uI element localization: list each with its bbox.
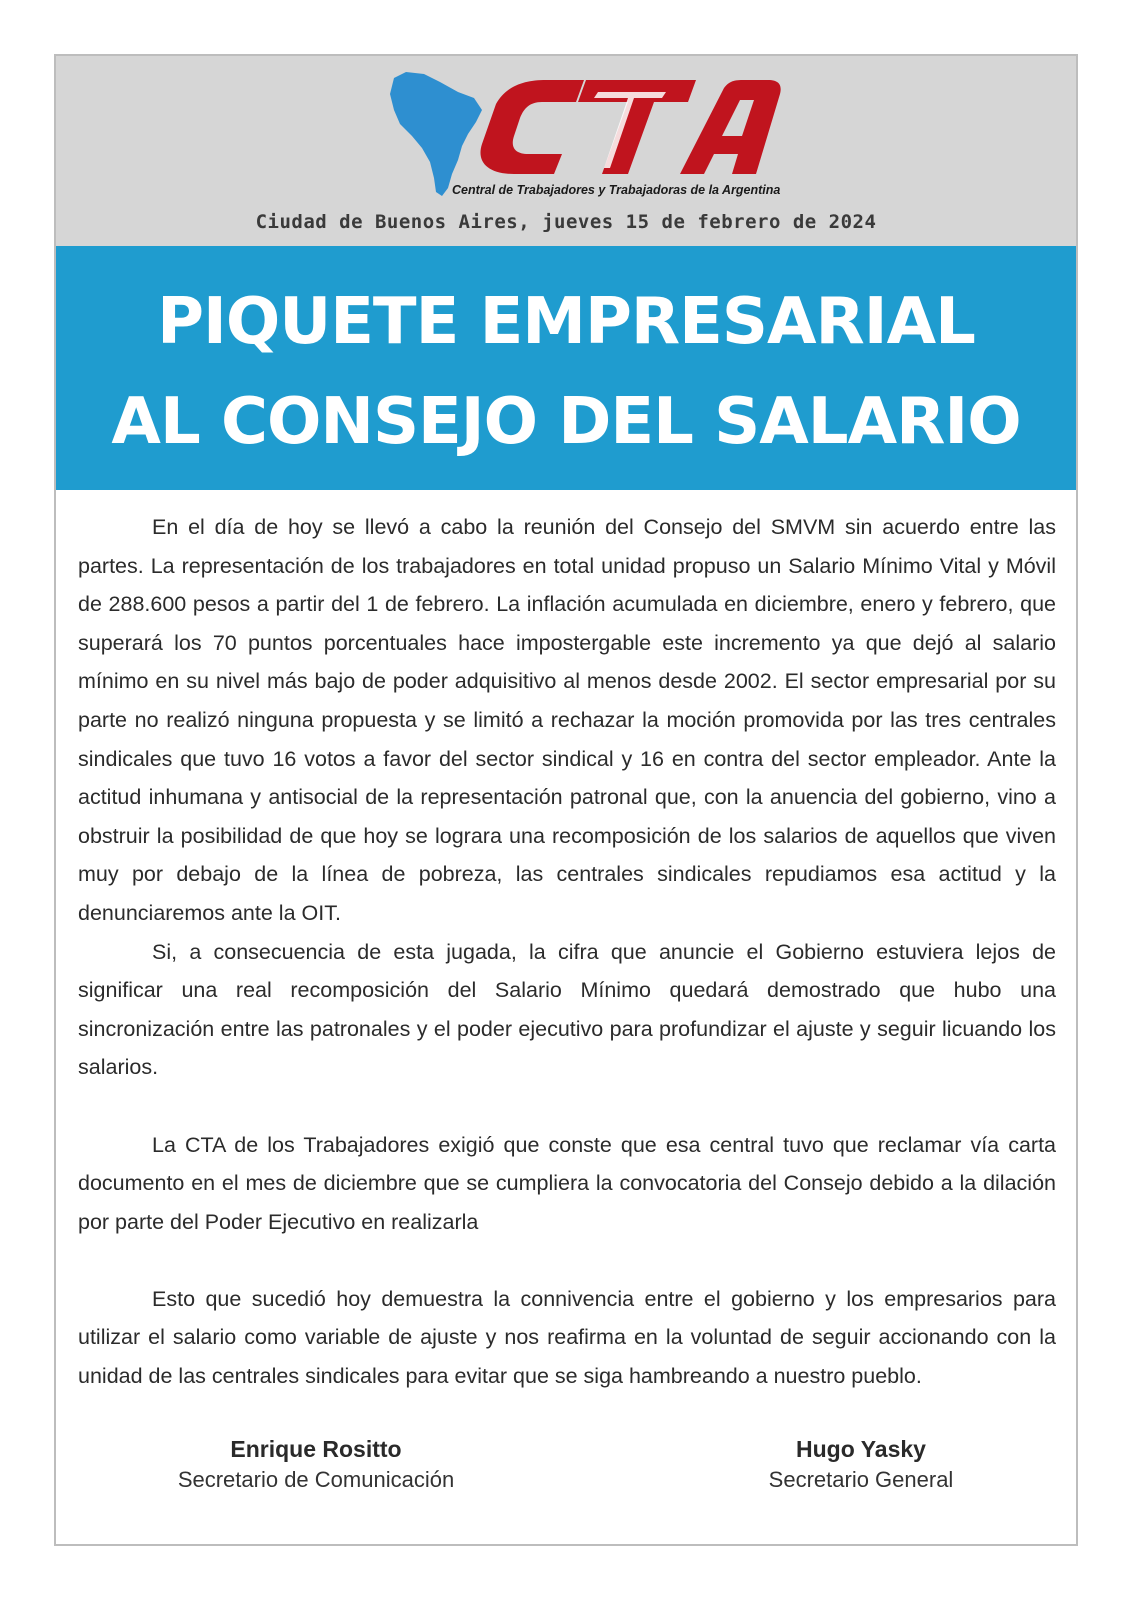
signature-left — [156, 1434, 476, 1496]
signature-name: Enrique Rositto — [230, 1436, 402, 1462]
header-band — [56, 56, 1076, 246]
headline-line-2: AL CONSEJO DEL SALARIO — [111, 385, 1021, 459]
headline — [56, 272, 1076, 472]
date-line: Ciudad de Buenos Aires, jueves 15 de febrero de 2024 — [255, 211, 877, 233]
south-america-map-icon — [390, 72, 482, 196]
signature-role: Secretario de Comunicación — [177, 1467, 455, 1492]
signature-role: Secretario General — [768, 1467, 954, 1492]
headline-band — [56, 246, 1076, 490]
body-text — [78, 508, 1056, 1396]
headline-line-1: PIQUETE EMPRESARIAL — [157, 285, 975, 359]
signature-right — [746, 1434, 976, 1496]
logo-letter-c — [480, 80, 584, 174]
paragraph-4: Esto que sucedió hoy demuestra la connivencia entre el gobierno y los empresarios para utilizar el salario como variable de ajuste y nos reafirma en la voluntad de seguir accionando con la unidad de las centrales sindicales para evitar que se siga hambreando a nuestro pueblo. — [78, 1286, 1056, 1389]
signature-name: Hugo Yasky — [796, 1436, 926, 1462]
paragraph-3: La CTA de los Trabajadores exigió que conste que esa central tuvo que reclamar vía carta documento en el mes de diciembre que se cumpliera la convocatoria del Consejo debido a la dilación por parte del Poder Ejecutivo en realizarla — [78, 1132, 1056, 1234]
logo-letter-a — [680, 80, 781, 174]
paragraph-2: Si, a consecuencia de esta jugada, la cifra que anuncie el Gobierno estuviera lejos de significar una real recomposición del Salario Mínimo quedará demostrado que hubo una sincronización entre las patronales y el poder ejecutivo para profundizar el ajuste y seguir licuando los salarios. — [78, 939, 1056, 1080]
paragraph-1: En el día de hoy se llevó a cabo la reunión del Consejo del SMVM sin acuerdo entre las partes. La representación de los trabajadores en total unidad propuso un Salario Mínimo Vital y Móvil de 288.600 pesos a partir del 1 de febrero. La inflación acumulada en diciembre, enero y febrero, que superará los 70 puntos porcentuales hace impostergable este incremento ya que dejó al salario mínimo en su nivel más bajo de poder adquisitivo al menos desde 2002. El sector empresarial por su parte no realizó ninguna propuesta y se limitó a rechazar la moción promovida por las tres centrales sindicales que tuvo 16 votos a favor del sector sindical y 16 en contra del sector empleador. Ante la actitud inhumana y antisocial de la representación patronal que, con la anuencia del gobierno, vino a obstruir la posibilidad de que hoy se lograra una recomposición de los salarios de aquellos que viven muy por debajo de la línea de pobreza, las centrales sindicales repudiamos esa actitud y la denunciaremos ante la OIT. — [78, 515, 1056, 925]
organization-name: Central de Trabajadores y Trabajadoras de la Argentina — [452, 183, 781, 197]
press-release-frame — [54, 54, 1078, 1546]
